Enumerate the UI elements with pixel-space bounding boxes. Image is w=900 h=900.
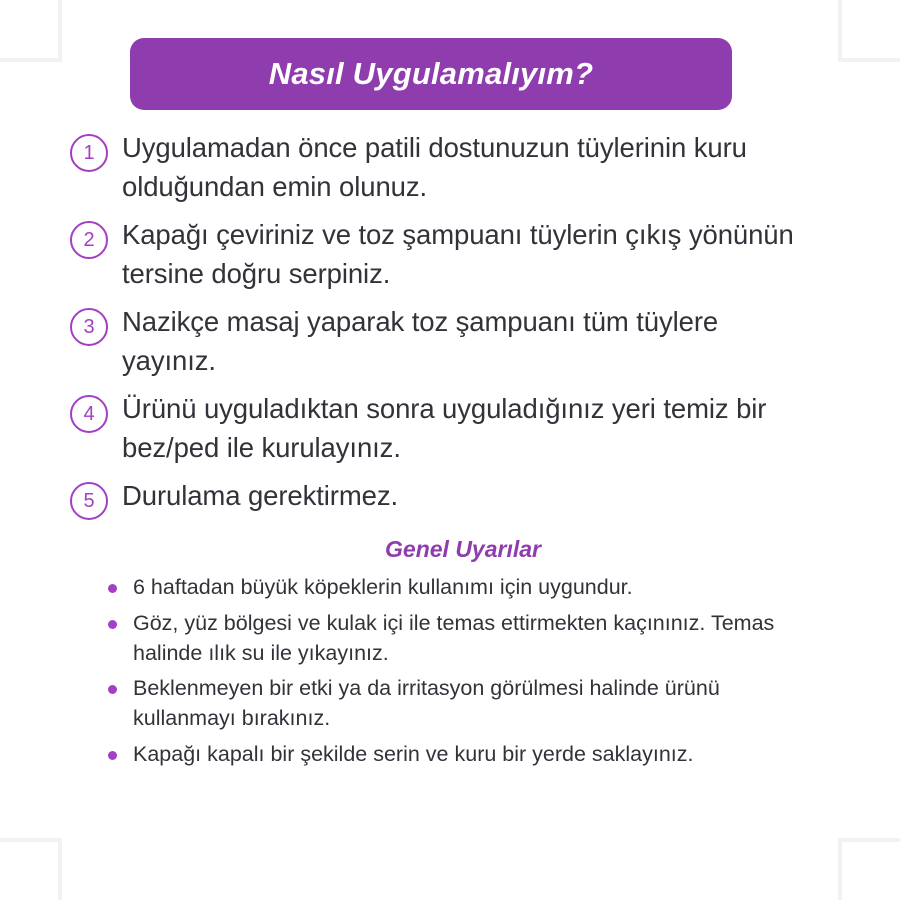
- warning-text: Beklenmeyen bir etki ya da irritasyon görülmesi halinde ürünü kullanmayı bırakınız.: [133, 676, 720, 730]
- warnings-list: [40, 573, 860, 769]
- warning-text: Kapağı kapalı bir şekilde serin ve kuru bir yerde saklayınız.: [133, 741, 694, 766]
- list-item: [40, 389, 860, 467]
- bullet-dot-icon: [108, 685, 117, 694]
- bullet-dot-icon: [108, 620, 117, 629]
- warnings-heading: Genel Uyarılar: [385, 536, 541, 563]
- step-text: Nazikçe masaj yaparak toz şampuanı tüm tüylere yayınız.: [122, 306, 719, 377]
- page-title-banner: [130, 38, 732, 110]
- list-item: [108, 573, 820, 603]
- step-text: Durulama gerektirmez.: [122, 480, 399, 512]
- list-item: [108, 740, 820, 770]
- step-number-badge: 5: [70, 482, 108, 520]
- step-number-badge: 3: [70, 308, 108, 346]
- list-item: [40, 215, 860, 293]
- list-item: [108, 674, 820, 733]
- bullet-dot-icon: [108, 584, 117, 593]
- step-text: Kapağı çeviriniz ve toz şampuanı tüylerin çıkış yönünün tersine doğru serpiniz.: [122, 219, 794, 290]
- steps-list: [40, 128, 860, 520]
- bullet-dot-icon: [108, 751, 117, 760]
- list-item: [40, 302, 860, 380]
- page-title: Nasıl Uygulamalıyım?: [268, 56, 594, 91]
- step-text: Ürünü uyguladıktan sonra uyguladığınız yeri temiz bir bez/ped ile kurulayınız.: [122, 393, 767, 464]
- list-item: [40, 476, 860, 520]
- step-number-badge: 2: [70, 221, 108, 259]
- list-item: [40, 128, 860, 206]
- step-text: Uygulamadan önce patili dostunuzun tüylerinin kuru olduğundan emin olunuz.: [122, 132, 747, 203]
- warning-text: Göz, yüz bölgesi ve kulak içi ile temas ettirmekten kaçınınız. Temas halinde ılık su ile yıkayınız.: [133, 611, 775, 665]
- step-number-badge: 1: [70, 134, 108, 172]
- step-number-badge: 4: [70, 395, 108, 433]
- warning-text: 6 haftadan büyük köpeklerin kullanımı için uygundur.: [133, 575, 633, 600]
- list-item: [108, 609, 820, 668]
